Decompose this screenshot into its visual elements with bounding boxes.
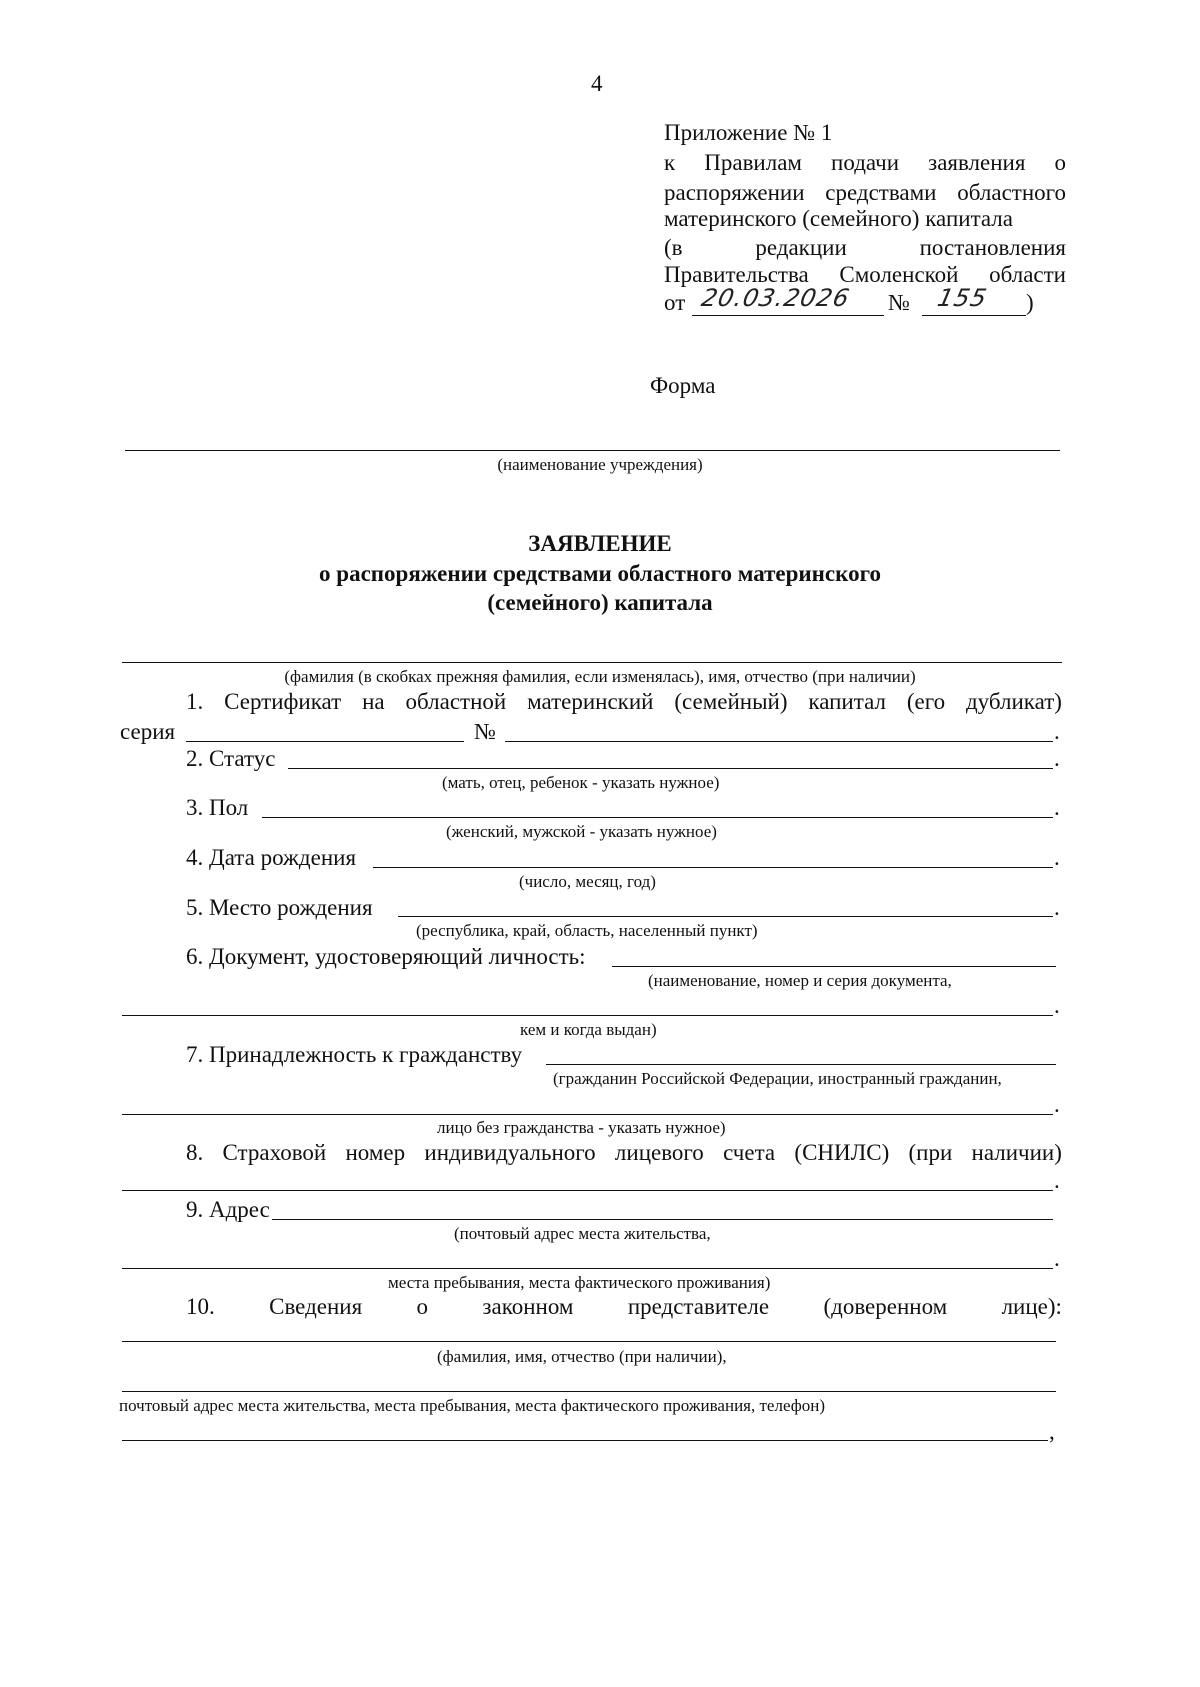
citizenship-field[interactable] [546,1064,1056,1065]
appendix-line-5: (в редакции постановления [664,235,1066,260]
snils-label: 8. Страховой номер индивидуального лицевого счета (СНИЛС) (при наличии) [186,1140,1062,1165]
period: . [1054,719,1060,744]
representative-extra-field[interactable] [122,1440,1048,1441]
representative-caption-1: (фамилия, имя, отчество (при наличии), [437,1347,727,1366]
snils-field[interactable] [122,1190,1053,1191]
sex-label: 3. Пол [186,795,249,820]
identity-document-field[interactable] [612,966,1056,967]
title-line-2: о распоряжении средствами областного материнского [319,561,881,586]
status-field[interactable] [288,768,1053,769]
title-line-1: ЗАЯВЛЕНИЕ [528,531,672,556]
citizenship-label: 7. Принадлежность к гражданству [186,1042,523,1067]
representative-name-field[interactable] [122,1341,1056,1342]
citizenship-field-2[interactable] [122,1114,1053,1115]
address-caption-1: (почтовый адрес места жительства, [454,1224,711,1243]
period: . [1054,1246,1060,1271]
series-label: серия [120,719,176,744]
address-field-2[interactable] [122,1268,1053,1269]
period: . [1054,845,1060,870]
birth-date-field[interactable] [373,867,1053,868]
institution-line [125,450,1060,451]
sex-caption: (женский, мужской - указать нужное) [446,822,717,841]
appendix-line-2: к Правилам подачи заявления о [664,150,1066,175]
status-caption: (мать, отец, ребенок - указать нужное) [442,773,720,792]
citizenship-caption-1: (гражданин Российской Федерации, иностранный гражданин, [553,1069,1002,1088]
birth-date-label: 4. Дата рождения [186,845,357,870]
date-underline [692,315,884,316]
title-line-3: (семейного) капитала [487,590,713,615]
period: . [1054,1168,1060,1193]
birth-place-field[interactable] [398,916,1053,917]
series-field[interactable] [186,741,464,742]
sex-field[interactable] [262,817,1053,818]
identity-document-field-2[interactable] [122,1015,1053,1016]
birth-date-caption: (число, месяц, год) [519,872,656,891]
birth-place-caption: (республика, край, область, населенный пункт) [416,921,758,940]
handwritten-number: 155 [935,284,990,312]
appendix-title: Приложение № 1 [664,120,833,145]
address-field[interactable] [272,1219,1053,1220]
representative-caption-2: почтовый адрес места жительства, места пребывания, места фактического проживания, телефон) [119,1396,825,1415]
appendix-line-3: распоряжении средствами областного [664,180,1066,205]
name-line [122,662,1062,663]
identity-document-caption-2: кем и когда выдан) [520,1020,657,1039]
number-underline [922,315,1026,316]
item-1-text: 1. Сертификат на областной материнский (семейный) капитал (его дубликат) [186,689,1062,714]
representative-label: 10. Сведения о законном представителе (доверенном лице): [186,1294,1062,1319]
appendix-line-4: материнского (семейного) капитала [664,206,1013,231]
address-label: 9. Адрес [186,1197,270,1222]
address-caption-2: места пребывания, места фактического проживания) [388,1273,771,1292]
number-label: № [888,290,910,315]
name-caption: (фамилия (в скобках прежняя фамилия, если изменялась), имя, отчество (при наличии) [284,667,916,686]
certificate-number-label: № [474,719,496,744]
period: . [1054,1092,1060,1117]
period: . [1054,795,1060,820]
identity-document-label: 6. Документ, удостоверяющий личность: [186,944,586,969]
close-paren: ) [1026,290,1034,315]
birth-place-label: 5. Место рождения [186,895,373,920]
form-label: Форма [650,373,716,398]
citizenship-caption-2: лицо без гражданства - указать нужное) [437,1118,726,1137]
certificate-number-field[interactable] [505,741,1053,742]
appendix-line-6: Правительства Смоленской области [664,262,1066,287]
identity-document-caption-1: (наименование, номер и серия документа, [648,971,952,990]
period: . [1054,746,1060,771]
status-label: 2. Статус [186,746,276,771]
representative-address-field[interactable] [122,1391,1056,1392]
page-number: 4 [591,71,603,96]
handwritten-date: 20.03.2026 [699,284,853,312]
from-label: от [664,290,686,315]
period: . [1054,993,1060,1018]
institution-caption: (наименование учреждения) [497,455,703,474]
comma: , [1049,1419,1055,1444]
period: . [1054,895,1060,920]
